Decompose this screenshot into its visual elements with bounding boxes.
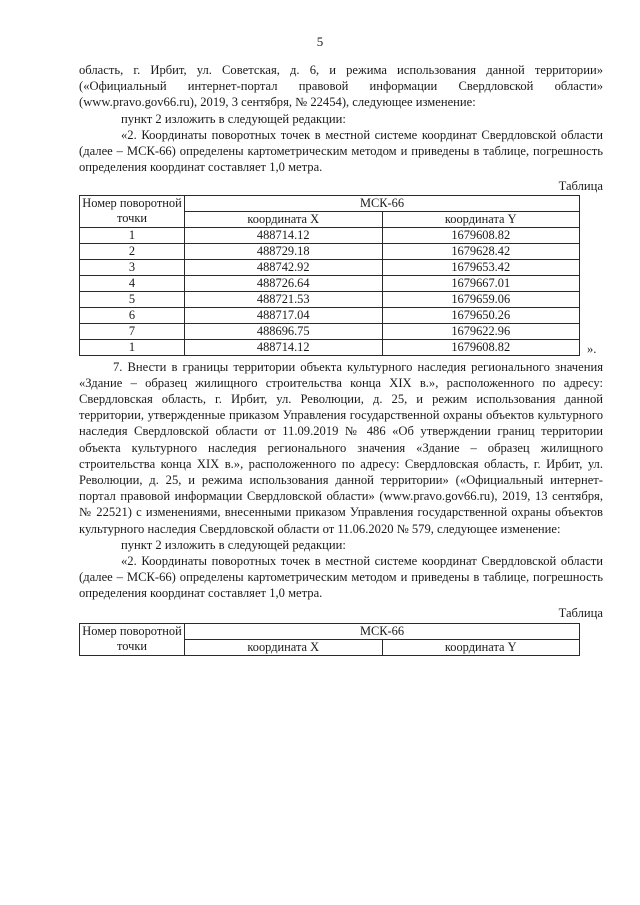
cell-x: 488729.18 [185, 243, 383, 259]
cell-x: 488726.64 [185, 275, 383, 291]
header-point-number: Номер поворотной точки [80, 195, 185, 227]
coordinates-table-second [79, 623, 580, 656]
header-coordinate-x: координата X [185, 211, 383, 227]
header-coordinate-x: координата X [185, 639, 383, 655]
cell-num: 7 [80, 323, 185, 339]
cell-y: 1679667.01 [382, 275, 580, 291]
table-row [80, 227, 580, 243]
cell-x: 488717.04 [185, 307, 383, 323]
paragraph-quote-second: «2. Координаты поворотных точек в местной системе координат Свердловской области (далее – МСК-66) определены картометрическим методом и приведены в таблице, погрешность определения координат составляет 1,0 метра. [79, 554, 603, 601]
coordinates-table-wrapper-first [79, 195, 603, 356]
cell-num: 4 [80, 275, 185, 291]
cell-y: 1679608.82 [382, 339, 580, 355]
cell-num: 1 [80, 227, 185, 243]
cell-x: 488714.12 [185, 339, 383, 355]
cell-x: 488696.75 [185, 323, 383, 339]
cell-num: 2 [80, 243, 185, 259]
table-row [80, 307, 580, 323]
closing-quote: ». [587, 342, 597, 357]
table-row [80, 259, 580, 275]
cell-x: 488714.12 [185, 227, 383, 243]
paragraph-intro: область, г. Ирбит, ул. Советская, д. 6, и режима использования данной территории» («Официальный интернет-портал правовой информации Свердловской области» (www.pravo.gov66.ru), 2019, 3 сентября, № 22454), следующее изменение: [79, 63, 603, 110]
paragraph-item7: 7. Внести в границы территории объекта культурного наследия регионального значения «Здание – образец жилищного строительства конца XIX в.», расположенного по адресу: Свердловская область, г. Ирбит, ул. Революции, д. 25, и режим использования данной территории, утвержденные приказом Управления государственной охраны объектов культурного наследия Свердловской области от 11.09.2019 № 486 «Об утверждении границ территории объекта культурного наследия регионального значения «Здание – образец жилищного строительства конца XIX в.», расположенного по адресу: Свердловская область, г. Ирбит, ул. Революции, д. 25, и режима использования данной территории» («Официальный интернет-портал правовой информации Свердловской области» (www.pravo.gov66.ru), 2019, 13 сентября, № 22521) с изменениями, внесенными приказом Управления государственной охраны объектов культурного наследия Свердловской области от 11.06.2020 № 579, следующее изменение: [79, 359, 603, 536]
cell-y: 1679622.96 [382, 323, 580, 339]
document-body [79, 62, 603, 656]
header-point-number: Номер поворотной точки [80, 623, 185, 655]
cell-num: 1 [80, 339, 185, 355]
header-coordinate-y: координата Y [382, 639, 580, 655]
cell-y: 1679659.06 [382, 291, 580, 307]
table-row [80, 291, 580, 307]
table-caption-first: Таблица [558, 179, 603, 194]
cell-num: 5 [80, 291, 185, 307]
cell-x: 488742.92 [185, 259, 383, 275]
coordinates-table-first [79, 195, 580, 356]
cell-x: 488721.53 [185, 291, 383, 307]
page-number: 5 [316, 34, 324, 49]
coordinates-table-body [80, 227, 580, 355]
cell-num: 3 [80, 259, 185, 275]
table-row [80, 339, 580, 355]
table-row [80, 275, 580, 291]
cell-y: 1679608.82 [382, 227, 580, 243]
header-coordinate-system: МСК-66 [185, 623, 580, 639]
table-row [80, 243, 580, 259]
table-caption-second: Таблица [558, 605, 603, 620]
table-row [80, 323, 580, 339]
cell-y: 1679628.42 [382, 243, 580, 259]
paragraph-point2-second: пункт 2 изложить в следующей редакции: [121, 537, 346, 552]
cell-num: 6 [80, 307, 185, 323]
paragraph-point2-first: пункт 2 изложить в следующей редакции: [121, 111, 346, 126]
paragraph-quote-first: «2. Координаты поворотных точек в местной системе координат Свердловской области (далее – МСК-66) определены картометрическим методом и приведены в таблице, погрешность определения координат составляет 1,0 метра. [79, 127, 603, 175]
cell-y: 1679650.26 [382, 307, 580, 323]
cell-y: 1679653.42 [382, 259, 580, 275]
header-coordinate-system: МСК-66 [185, 195, 580, 211]
header-coordinate-y: координата Y [382, 211, 580, 227]
